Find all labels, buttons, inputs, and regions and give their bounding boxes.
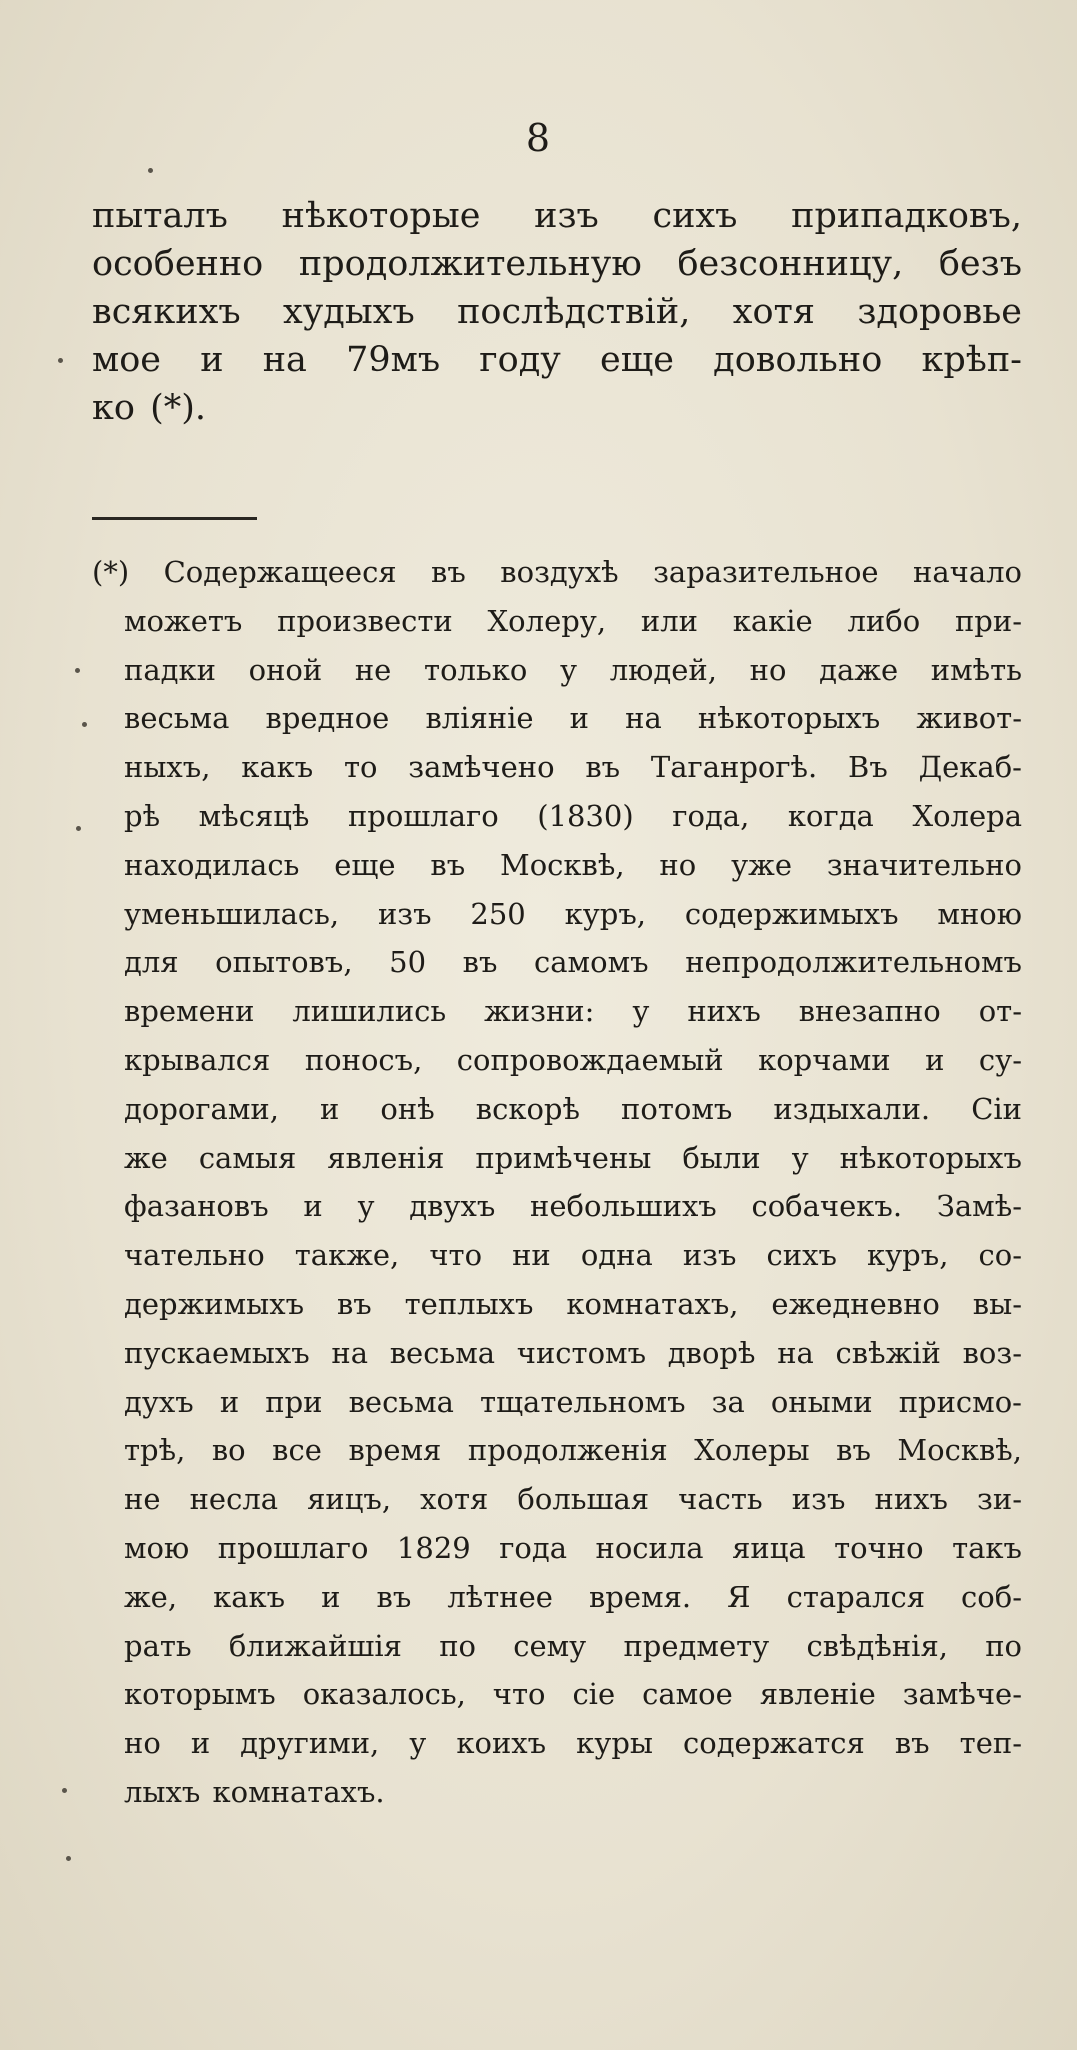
page-number: 8 [525,116,552,160]
footnote-line: пускаемыхъ на весьма чистомъ дворѣ на свѣжій воз- [124,1335,1022,1370]
footnote-separator [92,517,257,520]
footnote-line: но и другими, у коихъ куры содержатся въ теп- [124,1726,1022,1761]
footnote-line: чательно также, что ни одна изъ сихъ куръ, со- [124,1238,1022,1273]
text-line: пыталъ нѣкоторые изъ сихъ припадковъ, [92,196,1022,236]
speck [75,668,80,673]
footnote-line: ныхъ, какъ то замѣчено въ Таганрогѣ. Въ Декаб- [124,750,1022,785]
main-text [92,192,1022,432]
speck [58,358,63,363]
footnote-line: рать ближайшія по сему предмету свѣдѣнія, по [124,1628,1022,1663]
footnote-line: падки оной не только у людей, но даже имѣть [124,652,1022,687]
text-line: мое и на 79мъ году еще довольно крѣп- [92,340,1022,380]
text-line: ко (*). [92,388,207,428]
speck [62,1788,67,1793]
speck [76,826,81,831]
footnote-line: для опытовъ, 50 въ самомъ непродолжительномъ [124,945,1022,980]
speck [66,1856,71,1861]
footnote-line: можетъ произвести Холеру, или какіе либо при- [124,603,1022,638]
footnote-line: же, какъ и въ лѣтнее время. Я старался соб- [124,1579,1022,1614]
footnote-line: весьма вредное вліяніе и на нѣкоторыхъ живот- [124,701,1022,736]
speck [82,722,87,727]
footnote-line: духъ и при весьма тщательномъ за оными присмо- [124,1384,1022,1419]
footnote-line: держимыхъ въ теплыхъ комнатахъ, ежедневно вы- [124,1286,1022,1321]
footnote-line: времени лишились жизни: у нихъ внезапно от- [124,994,1022,1029]
footnote-line: рѣ мѣсяцѣ прошлаго (1830) года, когда Холера [124,798,1022,833]
footnote-line: фазановъ и у двухъ небольшихъ собачекъ. Замѣ- [124,1189,1022,1224]
footnote-line: трѣ, во все время продолженія Холеры въ Москвѣ, [124,1433,1022,1468]
text-line: всякихъ худыхъ послѣдствій, хотя здоровье [92,292,1022,332]
speck [148,168,153,173]
footnote [92,548,1022,1817]
footnote-line: дорогами, и онѣ вскорѣ потомъ издыхали. Сіи [124,1091,1022,1126]
footnote-line: (*) Содержащееся въ воздухѣ заразительное начало [92,555,1022,589]
footnote-line: уменьшилась, изъ 250 куръ, содержимыхъ мною [124,896,1022,931]
footnote-line: крывался поносъ, сопровождаемый корчами и су- [124,1042,1022,1077]
footnote-line: мою прошлаго 1829 года носила яица точно такъ [124,1530,1022,1565]
footnote-line: которымъ оказалось, что сіе самое явленіе замѣче- [124,1677,1022,1712]
footnote-line: не несла яицъ, хотя большая часть изъ нихъ зи- [124,1482,1022,1517]
footnote-line: лыхъ комнатахъ. [124,1774,385,1809]
footnote-line: же самыя явленія примѣчены были у нѣкоторыхъ [124,1140,1022,1175]
text-line: особенно продолжительную безсонницу, безъ [92,244,1022,284]
footnote-line: находилась еще въ Москвѣ, но уже значительно [124,847,1022,882]
